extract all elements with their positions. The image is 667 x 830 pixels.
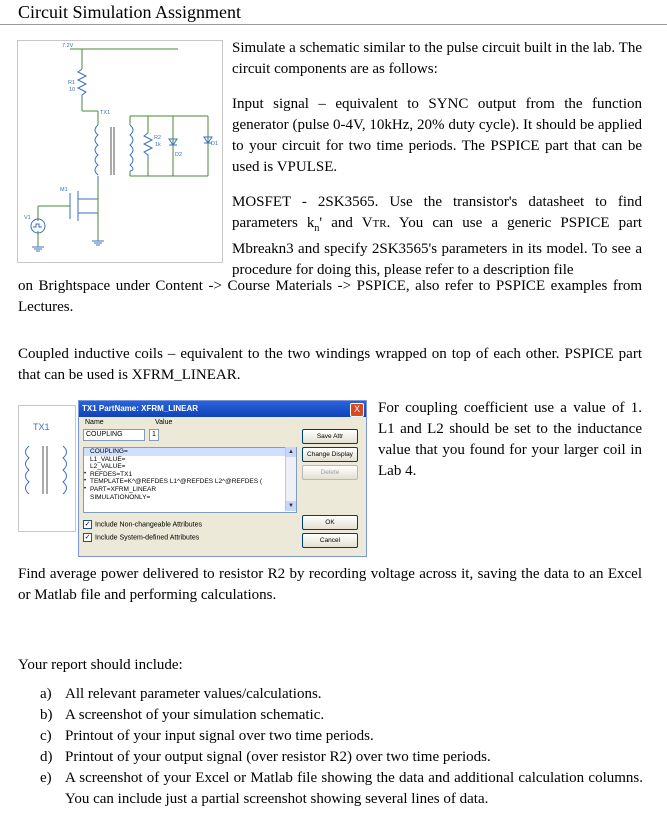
change-display-button[interactable]: Change Display (302, 447, 358, 462)
r2-value: 1k (155, 142, 161, 148)
name-header: Name (85, 419, 104, 426)
secondary-coil (130, 125, 133, 171)
mosfet-paragraph: MOSFET - 2SK3565. Use the transistor's datasheet to find parameters $k_n'$ and VTR. You can use a generic PSPICE part Mbreakn3 and specify 2SK3565's parameters in its model. To see a procedure for doing this, please refer to a description file (232, 194, 643, 278)
intro-paragraph: Simulate a schematic similar to the pulse circuit built in the lab. The circuit components are as follows: (232, 40, 642, 77)
system-defined-label: Include System-defined Attributes (95, 534, 200, 542)
report-item-marker: d) (40, 749, 53, 765)
report-item-text: Printout of your output signal (over resistor R2) over two time periods. (65, 749, 491, 765)
report-heading: Your report should include: (18, 657, 183, 673)
report-item (40, 705, 643, 726)
coupled-paragraph: Coupled inductive coils – equivalent to the two windings wrapped on top of each other. PSPICE part that can be used is XFRM_LINEAR. (18, 346, 642, 383)
dialog-title: TX1 PartName: XFRM_LINEAR (79, 401, 366, 417)
d2-label: D2 (175, 152, 183, 158)
r1-label: R1 (68, 80, 76, 86)
primary-coil (95, 125, 98, 175)
page-title: Circuit Simulation Assignment (18, 2, 242, 22)
value-field[interactable]: 1 (149, 429, 159, 441)
coil-figure (18, 405, 76, 532)
report-item-marker: e) (40, 770, 52, 786)
non-changeable-checkbox[interactable] (83, 520, 202, 529)
report-item-text: All relevant parameter values/calculations. (65, 686, 322, 702)
coil-label: TX1 (33, 422, 50, 432)
save-attr-button[interactable]: Save Attr (302, 429, 358, 444)
tx1-label: TX1 (100, 110, 111, 116)
r1-value: 10 (69, 87, 76, 93)
report-list (40, 684, 643, 810)
source-voltage-label: 7.2V (62, 43, 74, 49)
report-item (40, 768, 643, 810)
close-icon[interactable]: X (350, 403, 364, 417)
report-item-text: A screenshot of your Excel or Matlab file showing the data and additional calculation columns. You can include just a partial screenshot showing several lines of data. (65, 770, 643, 807)
power-paragraph: Find average power delivered to resistor R2 by recording voltage across it, saving the data to an Excel or Matlab file and performing calculations. (18, 566, 642, 603)
cancel-button[interactable]: Cancel (302, 533, 358, 548)
property-dialog (78, 400, 367, 557)
coil-drawing (19, 406, 75, 531)
attribute-list-item[interactable]: COUPLING= (84, 448, 296, 456)
scroll-down-icon[interactable]: ▼ (286, 501, 296, 511)
v1-label: V1 (24, 215, 31, 221)
r2-label: R2 (154, 135, 162, 141)
attribute-list-item[interactable]: • TEMPLATE=K^@REFDES L1^@REFDES L2^@REFDES ( (84, 478, 296, 486)
report-item-text: Printout of your input signal over two time periods. (65, 728, 374, 744)
report-item-marker: b) (40, 707, 53, 723)
report-item (40, 684, 643, 705)
input-signal-paragraph: Input signal – equivalent to SYNC output from the function generator (pulse 0-4V, 10kHz, 20% duty cycle). It should be applied to your circuit for two time periods. The PSPICE part that can be used is VPULSE. (232, 96, 642, 175)
system-defined-checkbox[interactable] (83, 533, 199, 542)
m1-label: M1 (60, 187, 68, 193)
r1-resistor (78, 69, 86, 99)
report-item-marker: c) (40, 728, 52, 744)
report-item (40, 726, 643, 747)
mosfet-continuation: on Brightspace under Content -> Course Materials -> PSPICE, also refer to PSPICE examples from Lectures. (18, 278, 642, 315)
ok-button[interactable]: OK (302, 515, 358, 530)
attribute-list-item[interactable]: L2_VALUE= (90, 463, 126, 471)
scroll-up-icon[interactable]: ▲ (286, 447, 296, 457)
attribute-list-item[interactable]: • PART=XFRM_LINEAR (84, 486, 296, 494)
attribute-list-item[interactable]: • REFDES=TX1 (84, 471, 296, 479)
v1-source (31, 219, 45, 233)
report-item-text: A screenshot of your simulation schematic. (65, 707, 325, 723)
name-field[interactable]: COUPLING (83, 429, 145, 441)
value-header: Value (155, 419, 173, 426)
title-divider (0, 24, 667, 25)
d1-label: D1 (211, 141, 219, 147)
attribute-list-item[interactable]: L1_VALUE= (90, 455, 126, 463)
coupling-paragraph: For coupling coefficient use a value of 1. L1 and L2 should be set to the inductance value that you found for your larger coil in Lab 4. (378, 400, 642, 479)
delete-button[interactable]: Delete (302, 465, 358, 480)
list-scrollbar[interactable] (285, 447, 296, 511)
schematic-drawing (18, 41, 222, 262)
attribute-list[interactable] (83, 447, 297, 513)
report-item-marker: a) (40, 686, 52, 702)
non-changeable-label: Include Non-changeable Attributes (95, 521, 203, 529)
schematic-figure (17, 40, 223, 263)
report-item (40, 747, 643, 768)
attribute-list-item[interactable]: SIMULATIONONLY= (90, 493, 151, 501)
check-icon: ✓ (84, 534, 91, 541)
check-icon: ✓ (84, 521, 91, 528)
r2-resistor (144, 133, 152, 159)
